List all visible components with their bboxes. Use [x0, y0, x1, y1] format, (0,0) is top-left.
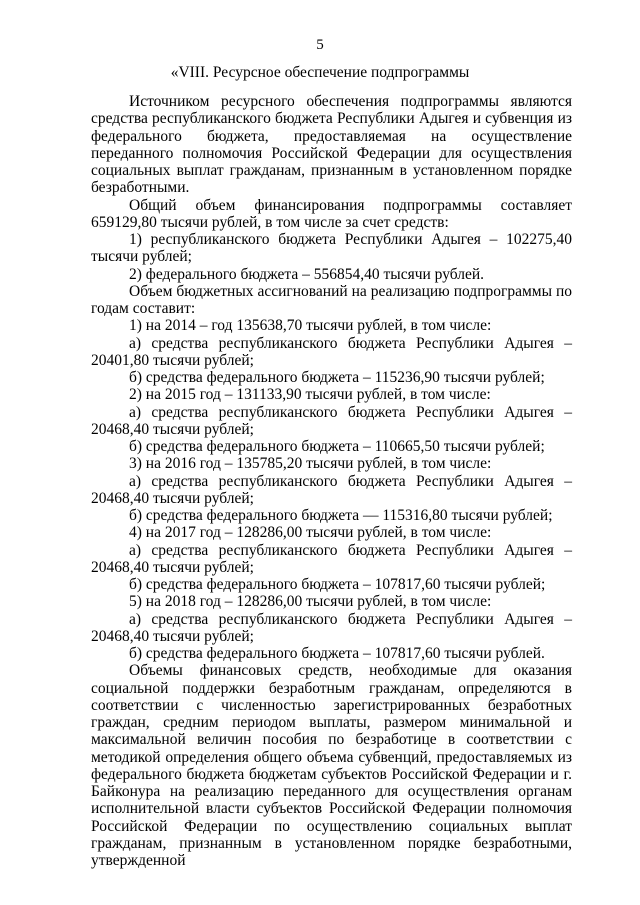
paragraph: а) средства республиканского бюджета Республики Адыгея – 20468,40 тысячи рублей;: [91, 472, 572, 507]
section-heading: «VIII. Ресурсное обеспечение подпрограммы: [170, 64, 470, 81]
paragraph: Общий объем финансирования подпрограммы составляет 659129,80 тысячи рублей, в том числе за счет средств:: [91, 196, 572, 231]
paragraph: Объем бюджетных ассигнований на реализацию подпрограммы по годам составит:: [91, 282, 572, 317]
paragraph: 5) на 2018 год – 128286,00 тысячи рублей, в том числе:: [129, 593, 492, 611]
paragraph: Источником ресурсного обеспечения подпрограммы являются средства республиканского бюджета Республики Адыгея и субвенция из федерального бюджета, предоставляемая на осуществление переданного полномочия Российской Федерации для осуществления социальных выплат гражданам, признанным в установленном порядке безработными.: [91, 93, 572, 197]
paragraph: б) средства федерального бюджета – 115236,90 тысячи рублей;: [129, 369, 545, 386]
paragraph: 4) на 2017 год – 128286,00 тысячи рублей, в том числе:: [129, 524, 492, 542]
paragraph: Объемы финансовых средств, необходимые для оказания социальной поддержки безработным гражданам, определяются в соответствии с численностью зарегистрированных безработных граждан, средним периодом выплаты, размером минимальной и максимальной величин пособия по безработице в соответствии с методикой определения общего объема субвенций, предоставляемых из федерального бюджета бюджетам субъектов Российской Федерации и г. Байконура на реализацию переданного для осуществления органам исполнительной власти субъектов Российской Федерации полномочия Российской Федерации по осуществлению социальных выплат гражданам, признанным в установленном порядке безработными, утвержденной: [91, 662, 572, 869]
paragraph: б) средства федерального бюджета – 107817,60 тысячи рублей;: [129, 576, 546, 593]
paragraph: а) средства республиканского бюджета Республики Адыгея – 20401,80 тысячи рублей;: [91, 334, 572, 369]
paragraph: а) средства республиканского бюджета Республики Адыгея – 20468,40 тысячи рублей;: [91, 610, 572, 645]
paragraph: 3) на 2016 год – 135785,20 тысячи рублей, в том числе:: [129, 455, 492, 473]
paragraph: б) средства федерального бюджета — 115316,80 тысячи рублей;: [129, 507, 553, 524]
paragraph: а) средства республиканского бюджета Республики Адыгея – 20468,40 тысячи рублей;: [91, 541, 572, 576]
document-body: [91, 93, 572, 869]
paragraph: 2) федерального бюджета – 556854,40 тысячи рублей.: [129, 265, 485, 283]
paragraph: 1) на 2014 – год 135638,70 тысячи рублей, в том числе:: [129, 317, 492, 335]
page-number: 5: [316, 37, 324, 53]
paragraph: 2) на 2015 год – 131133,90 тысячи рублей, в том числе:: [129, 386, 491, 404]
paragraph: а) средства республиканского бюджета Республики Адыгея – 20468,40 тысячи рублей;: [91, 403, 572, 438]
paragraph: б) средства федерального бюджета – 107817,60 тысячи рублей.: [129, 645, 545, 662]
paragraph: б) средства федерального бюджета – 110665,50 тысячи рублей;: [129, 438, 545, 455]
paragraph: 1) республиканского бюджета Республики Адыгея – 102275,40 тысячи рублей;: [91, 231, 572, 266]
